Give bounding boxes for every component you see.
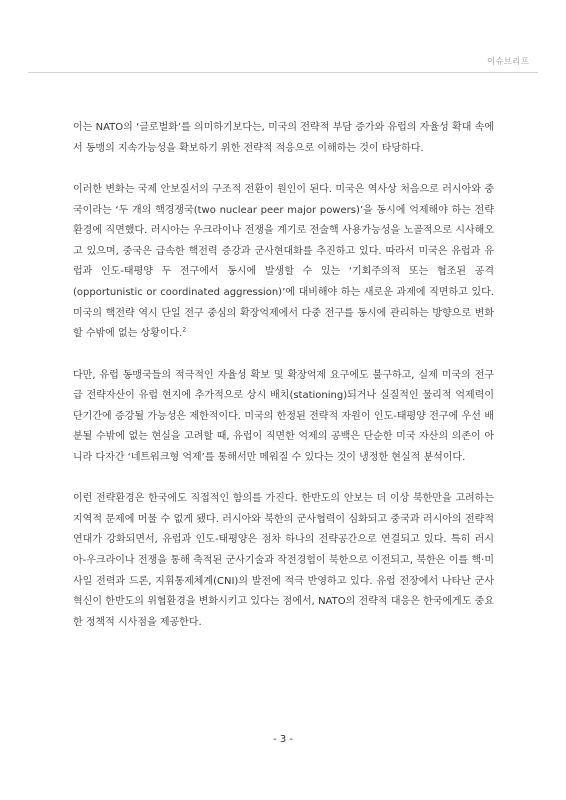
paragraph-text: 이런 전략환경은 한국에도 직접적인 함의를 가진다. 한반도의 안보는 더 이상 북한만을 고려하는 지역적 문제에 머물 수 없게 됐다. 러시아와 북한의 군사협력이 심화되고 중국과 러시아의 전략적 연대가 강화되면서, 유럽과 인도-태평양은 점차 하나의 전략공간으로 연결되고 있다. 특히 러시아-우크라이나 전쟁을 통해 축적된 군사기술과 작전경험이 북한으로 이전되고, 북한은 이를 핵·미사일 전력과 드론, 지휘통제체계(CNI)의 발전에 적극 반영하고 있다. 유럽 전장에서 나타난 군사혁신이 한반도의 위협환경을 변화시키고 있다는 점에서, NATO의 전략적 대응은 한국에게도 중요한 정책적 시사점을 제공한다. [73, 493, 494, 628]
paragraph-text: 다만, 유럽 동맹국들의 적극적인 자율성 확보 및 확장억제 요구에도 불구하고, 실제 미국의 전구급 전략자산이 유럽 현지에 추가적으로 상시 배치(stationing)되거나 실질적인 물리적 억제력이 단기간에 증강될 가능성은 제한적이다. 미국의 한정된 전략적 자원이 인도-태평양 전구에 우선 배분될 수밖에 없는 현실을 고려할 때, 유럽이 직면한 억제의 공백은 단순한 미국 자산의 의존이 아니라 다자간 ‘네트워크형 억제’를 통해서만 메워질 수 있다는 것이 냉정한 현실적 분석이다. [73, 369, 494, 463]
paragraph-2 [73, 180, 494, 345]
paragraph-1 [73, 118, 494, 159]
body-text [73, 118, 494, 654]
header-rule [28, 72, 538, 73]
paragraph-4 [73, 489, 494, 633]
paragraph-3 [73, 366, 494, 469]
paragraph-text: 이는 NATO의 ‘글로벌화’를 의미하기보다는, 미국의 전략적 부담 증가와 유럽의 자율성 확대 속에서 동맹의 지속가능성을 확보하기 위한 전략적 적응으로 이해하는 것이 타당하다. [73, 122, 494, 154]
page-number: - 3 - [273, 734, 293, 745]
paragraph-text: 이러한 변화는 국제 안보질서의 구조적 전환이 원인이 된다. 미국은 역사상 처음으로 러시아와 중국이라는 ‘두 개의 핵경쟁국(two nuclear peer major powers)’을 동시에 억제해야 하는 전략환경에 직면했다. 러시아는 우크라이나 전쟁을 계기로 전술핵 사용가능성을 노골적으로 시사해오고 있으며, 중국은 급속한 핵전력 증강과 군사현대화를 추진하고 있다. 따라서 미국은 유럽과 유럽과 인도-태평양 두 전구에서 동시에 발생할 수 있는 ‘기회주의적 또는 협조된 공격(opportunistic or coordinated aggression)’에 대비해야 하는 새로운 과제에 직면하고 있다. 미국의 핵전략 역시 단일 전구 중심의 확장억제에서 다중 전구를 동시에 관리하는 방향으로 변화할 수밖에 없는 상황이다. [73, 183, 494, 340]
header-label: 이슈브리프 [486, 57, 529, 67]
footnote-marker[interactable]: 2 [182, 326, 187, 334]
